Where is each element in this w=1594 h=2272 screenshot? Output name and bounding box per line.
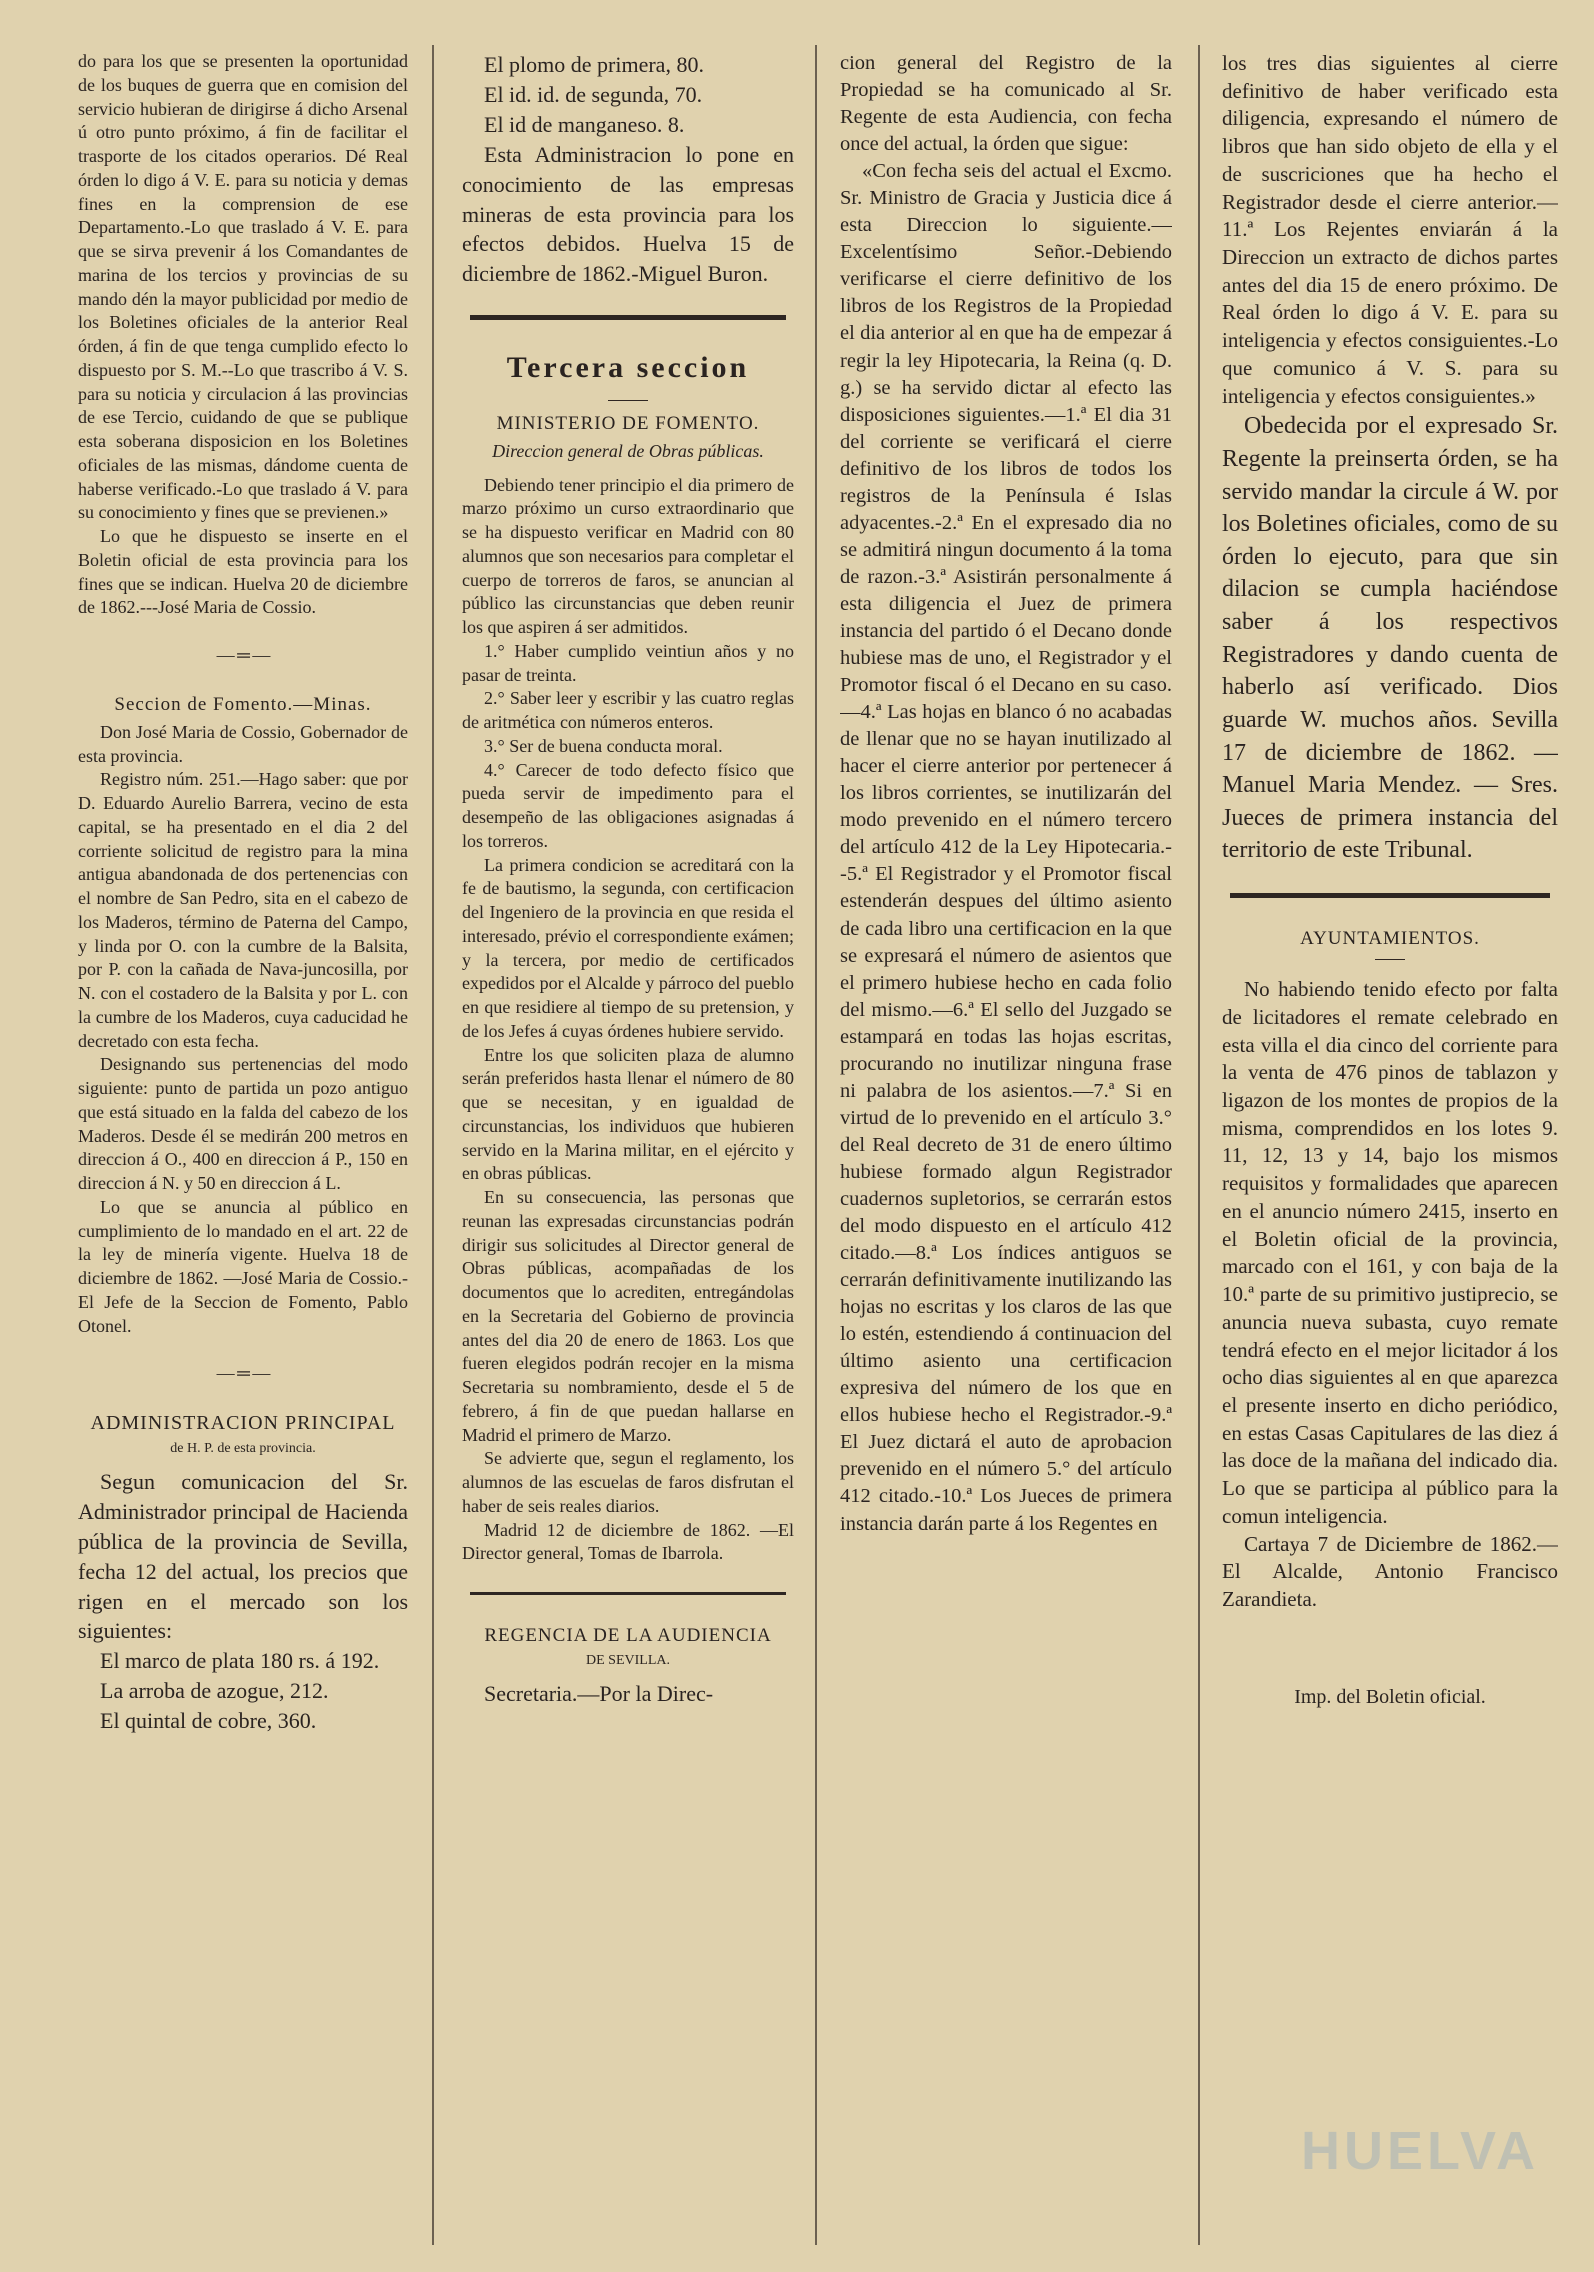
list-item: 4.° Carecer de todo defecto físico que pueda servir de impedimento para el desempeño de las obligaciones asignadas á los torreros. [462, 759, 794, 851]
column-divider [815, 45, 817, 2245]
section-rule [470, 1592, 786, 1595]
column-divider [432, 45, 434, 2245]
list-item: 2.° Saber leer y escribir y las cuatro reglas de aritmética con números enteros. [462, 688, 794, 733]
library-watermark: HUELVA [1301, 2121, 1539, 2181]
paragraph: Secretaria.—Por la Direc- [484, 1680, 714, 1706]
price-line: El id. id. de segunda, 70. [484, 81, 703, 107]
section-subtitle: de H. P. de esta provincia. [170, 1441, 316, 1457]
paragraph: No habiendo tenido efecto por falta de licitadores el remate celebrado en esta villa el dia cinco del corriente para la venta de 476 pinos de tablazon y ligazon de los montes de propios de la misma, comprendidos en los lotes 9. 11, 12, 13 y 14, bajo los mismos requisitos y formalidades que aparecen en el anuncio número 2415, inserto en el Boletin oficial de la provincia, marcado con el 161, y con baja de la 10.ª parte de su primitivo justiprecio, se anuncia nueva subasta, cuyo remate tendrá efecto en el mejor licitador á los ocho dias siguientes al en que aparezca el presente inserto en dicho periódico, en estas Casas Capitulares de las diez á las doce de la mañana del indicado dia. Lo que se participa al público para la comun inteligencia. [1222, 977, 1558, 1528]
price-line: El id de manganeso. 8. [484, 111, 685, 137]
column-1 [78, 50, 408, 2240]
paragraph: los tres dias siguientes al cierre definitivo de haber verificado esta diligencia, expresando el número de libros que han sido objeto de ella y el de suscriciones que ha hecho el Registrador desde el cierre anterior.—11.ª Los Rejentes enviarán á la Direccion un extracto de dichos partes antes del dia 15 de enero próximo. De Real órden lo digo á V. E. para su inteligencia y efectos consiguientes.-Lo que comunico á V. S. para su inteligencia y efectos consiguientes.» [1222, 51, 1558, 408]
paragraph: Lo que he dispuesto se inserte en el Boletin oficial de esta provincia para los fines que se indican. Huelva 20 de diciembre de 1862.---José Maria de Cossio. [78, 526, 408, 618]
paragraph: cion general del Registro de la Propiedad se ha comunicado al Sr. Regente de esta Audiencia, con fecha once del actual, la órden que sigue: [840, 52, 1172, 156]
paragraph: Entre los que soliciten plaza de alumno serán preferidos hasta llenar el número de 80 que se necesitan, y en igualdad de circunstancias, los individuos que hubieren servido en la Marina militar, en el ejército y en obras públicas. [462, 1044, 794, 1184]
signature: Cartaya 7 de Diciembre de 1862.—El Alcalde, Antonio Francisco Zarandieta. [1222, 1531, 1558, 1611]
paragraph: Debiendo tener principio el dia primero de marzo próximo un curso extraordinario que se ha dispuesto verificar en Madrid con 80 alumnos que son necesarios para completar el cuerpo de torreros de faros, se anuncian al público las circunstancias que deben reunir los que aspiren á ser admitidos. [462, 474, 794, 638]
paragraph: Don José Maria de Cossio, Gobernador de esta provincia. [78, 721, 408, 766]
paragraph: Lo que se anuncia al público en cumplimiento de lo mandado en el art. 22 de la ley de minería vigente. Huelva 18 de diciembre de 1862. —José Maria de Cossio.-El Jefe de la Seccion de Fomento, Pablo Otonel. [78, 1196, 408, 1336]
column-3 [840, 50, 1172, 2240]
list-item: 1.° Haber cumplido veintiun años y no pasar de treinta. [462, 640, 794, 685]
department-title: Direccion general de Obras públicas. [492, 440, 764, 461]
paragraph: Se advierte que, segun el reglamento, los alumnos de las escuelas de faros disfrutan el haber de seis reales diarios. [462, 1448, 794, 1516]
section-subtitle: DE SEVILLA. [586, 1653, 670, 1669]
price-line: El marco de plata 180 rs. á 192. [100, 1648, 380, 1674]
section-heading: Tercera seccion [506, 351, 750, 385]
signature: Madrid 12 de diciembre de 1862. —El Director general, Tomas de Ibarrola. [462, 1519, 794, 1564]
paragraph: Registro núm. 251.—Hago saber: que por D. Eduardo Aurelio Barrera, vecino de esta capital, se ha presentado en el dia 2 del corriente solicitud de registro para la mina antigua abandonada de dos pertenencias con el nombre de San Pedro, sita en el cabezo de los Maderos, término de Paterna del Campo, y linda por O. con la cumbre de la Balsita, por P. con la cañada de Nava-juncosilla, por N. con el costadero de la Balsita y por L. con la cumbre de los Maderos, cuya caducidad he decretado con esta fecha. [78, 769, 408, 1051]
printer-credit: Imp. del Boletin oficial. [1294, 1685, 1486, 1708]
section-rule [470, 315, 786, 320]
paragraph: Designando sus pertenencias del modo siguiente: punto de partida un pozo antiguo que está situado en la falda del cabezo de los Maderos. Desde él se medirán 200 metros en direccion á O., 400 en direccion á P., 150 en direccion á N. y 50 en direccion á L. [78, 1054, 408, 1194]
separator [1375, 959, 1405, 960]
paragraph: Obedecida por el expresado Sr. Regente la preinserta órden, se ha servido mandar la circule á W. por los Boletines oficiales, como de su órden lo ejecuto, para que sin dilacion se cumpla haciéndose saber á los respectivos Registradores y dando cuenta de haberlo así verificado. Dios guarde W. muchos años. Sevilla 17 de diciembre de 1862. —Manuel Maria Mendez. — Sres. Jueces de primera instancia del territorio de este Tribunal. [1222, 413, 1558, 864]
paragraph: Esta Administracion lo pone en conocimiento de las empresas mineras de esta provincia para los efectos debidos. Huelva 15 de diciembre de 1862.-Miguel Buron. [462, 141, 794, 287]
price-line: El quintal de cobre, 360. [100, 1708, 317, 1734]
column-4 [1222, 50, 1558, 2240]
price-line: El plomo de primera, 80. [484, 52, 704, 77]
paragraph: Segun comunicacion del Sr. Administrador principal de Hacienda pública de la provincia de Sevilla, fecha 12 del actual, los precios que rigen en el mercado son los siguientes: [78, 1468, 408, 1644]
ministry-title: MINISTERIO DE FOMENTO. [496, 412, 760, 434]
paragraph: La primera condicion se acreditará con la fe de bautismo, la segunda, con certificacion del Ingeniero de la provincia en que resida el interesado, prévio el correspondiente exámen; y la tercera, por medio de certificados expedidos por el Alcalde y párroco del pueblo en que residiere al tiempo de su pretension, y de los Jefes á cuyas órdenes hubiere servido. [462, 854, 794, 1041]
separator: — ═ — [216, 645, 270, 665]
section-title: Seccion de Fomento.—Minas. [114, 693, 372, 715]
paragraph: «Con fecha seis del actual el Excmo. Sr. Ministro de Gracia y Justicia dice á esta Direccion lo siguiente.—Excelentísimo Señor.-Debiendo verificarse el cierre definitivo de los libros de los Registros de la Propiedad el dia anterior al en que ha de empezar á regir la ley Hipotecaria, la Reina (q. D. g.) se ha servido dictar al efecto las disposiciones siguientes.—1.ª El dia 31 del corriente se verificará el cierre definitivo de los libros de todos los registros de la Península é Islas adyacentes.-2.ª En el expresado dia no se admitirá ningun documento á la toma de razon.-3.ª Asistirán personalmente á esta diligencia el Juez de primera instancia del partido ó el Decano donde hubiese mas de uno, el Registrador y el Promotor fiscal ó el Decano en su caso.—4.ª Las hojas en blanco ó no acabadas de llenar que no se hayan inutilizado al hacer el cierre anterior por pertenecer á los libros corrientes, se inutilizarán del modo prevenido en el número tercero del artículo 412 de la Ley Hipotecaria.--5.ª El Registrador y el Promotor fiscal estenderán despues del último asiento de cada libro una certificacion en la que se expresará el número de asientos que el primero hubiese hecho en cada folio del mismo.—6.ª El sello del Juzgado se estampará en todas las hojas escritas, procurando no inutilizar ninguna frase ni palabra de los asientos.—7.ª Si en virtud de lo prevenido en el artículo 3.° del Real decreto de 31 de enero último hubiese formado algun Registrador cuadernos supletorios, se cerrarán estos del modo dispuesto en el artículo 412 citado.—8.ª Los índices antiguos se cerrarán definitivamente inutilizando las hojas no escritas y los claros de las que lo estén, estendiendo á continuacion del último asiento una certificacion expresiva del número de los que en ellos hubiese hecho el Registrador.-9.ª El Juez dictará el auto de aprobacion prevenido en el número 5.° del artículo 412 citado.-10.ª Los Jueces de primera instancia darán parte á los Regentes en [840, 160, 1172, 1535]
separator: — ═ — [216, 1363, 270, 1384]
section-rule [1230, 893, 1550, 898]
separator [608, 400, 648, 401]
price-line: La arroba de azogue, 212. [100, 1678, 329, 1704]
paragraph: do para los que se presenten la oportunidad de los buques de guerra que en comision del servicio hubieran de dirigirse á dicho Arsenal ú otro punto próximo, á fin de facilitar el trasporte de los citados operarios. Dé Real órden lo digo á V. E. para su noticia y demas fines en la comprension de ese Departamento.-Lo que traslado á V. E. para que se sirva prevenir á los Comandantes de marina de los tercios y provincias de su mando dén la mayor publicidad por medio de los Boletines oficiales de la anterior Real órden, á fin de que tenga cumplido efecto lo dispuesto por S. M.--Lo que trascribo á V. S. para su noticia y circulacion á las provincias de ese Tercio, cuidando de que se publique esta soberana disposicion en los Boletines oficiales de las mismas, dándome cuenta de haberse verificado.-Lo que traslado á V. para su conocimiento y fines que se previenen.» [78, 51, 408, 523]
section-title: REGENCIA DE LA AUDIENCIA [484, 1625, 772, 1647]
column-2 [462, 50, 794, 2240]
column-divider [1198, 45, 1200, 2245]
section-title: AYUNTAMIENTOS. [1300, 928, 1480, 950]
paragraph: En su consecuencia, las personas que reunan las expresadas circunstancias podrán dirigir sus solicitudes al Director general de Obras públicas, acompañadas de los documentos que lo acrediten, entregándolas en la Secretaria del Gobierno de provincia antes del dia 20 de enero de 1863. Los que fueren elegidos podrán recojer en la misma Secretaria su nombramiento, desde el 5 de febrero, á fin de que puedan hallarse en Madrid el primero de Marzo. [462, 1187, 794, 1445]
list-item: 3.° Ser de buena conducta moral. [484, 735, 723, 756]
section-title: ADMINISTRACION PRINCIPAL [90, 1412, 396, 1435]
